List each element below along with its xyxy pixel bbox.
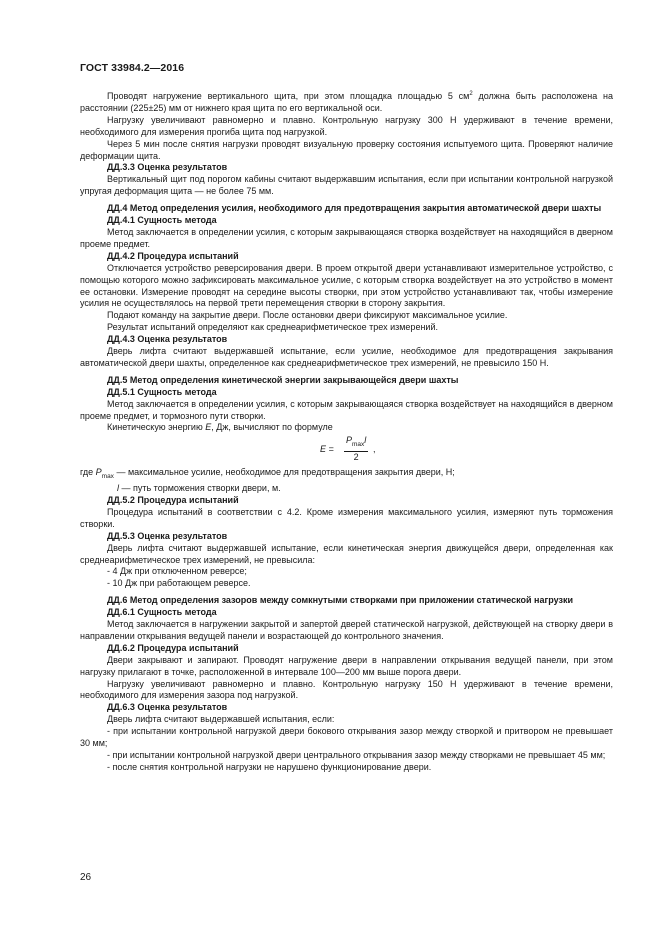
paragraph: Проводят нагружение вертикального щита, при этом площадка площадью 5 $см^2$ должна быть расположена на расстоянии (225±25) мм от нижнего края щита по его вертикальной оси. xyxy=(80,91,613,113)
where-line: где $P_{max}$ — максимальное усилие, необходимое для предотвращения закрытия двери, Н; xyxy=(80,467,455,481)
section-heading: ДД.6 Метод определения зазоров между сомкнутыми створками при приложении статической нагрузки xyxy=(107,595,574,606)
section-heading: ДД.4 Метод определения усилия, необходимого для предотвращения закрытия автоматической двери шахты xyxy=(107,203,602,214)
list-item: - при испытании контрольной нагрузкой двери центрального открывания зазор между створками не превышает 45 мм; xyxy=(107,750,606,761)
paragraph: Отключается устройство реверсирования двери. В проем открытой двери устанавливают измерительное устройство, с помощью которого можно зафиксировать максимальное усилие, с которым створка воздействует на это устройство в момент ее остановки. Измерение проводят на середине высоты створки, при этом устройство устанавливают так, чтобы измерение усилия не осуществлялось на первой трети перемещения створки в сторону закрытия. xyxy=(80,262,613,309)
subsection-heading: ДД.5.2 Процедура испытаний xyxy=(107,494,239,505)
formula-denominator: 2 xyxy=(353,452,359,463)
paragraph: Подают команду на закрытие двери. После остановки двери фиксируют максимальное усилие. xyxy=(107,310,508,321)
formula-fraction xyxy=(344,435,368,464)
superscript: 2 xyxy=(469,91,473,97)
paragraph: Результат испытаний определяют как среднеарифметическое трех измерений. xyxy=(107,322,438,333)
paragraph: Кинетическую энергию E, Дж, вычисляют по формуле xyxy=(107,422,333,433)
subsection-heading: ДД.4.3 Оценка результатов xyxy=(107,334,228,345)
paragraph: Нагрузку увеличивают равномерно и плавно. Контрольную нагрузку 300 Н удерживают в течение времени, необходимого для измерения прогиба щита под нагрузкой. xyxy=(80,114,613,137)
paragraph: Вертикальный щит под порогом кабины считают выдержавшим испытания, если при испытании контрольной нагрузкой упругая деформация щита — не более 75 мм. xyxy=(80,174,613,197)
formula-lhs: E = xyxy=(320,444,334,455)
paragraph: Дверь лифта считают выдержавшей испытание, если усилие, необходимое для предотвращения закрывания автоматической двери шахты, определенное как среднеарифметическое трех измерений, не превысило 150 Н. xyxy=(80,346,613,368)
list-item: - 10 Дж при работающем реверсе. xyxy=(107,578,251,589)
paragraph: Метод заключается в определении усилия, с которым закрывающаяся створка воздействует на находящийся в дверном проеме предмет. xyxy=(80,226,613,249)
subsection-heading: ДД.4.1 Сущность метода xyxy=(107,215,217,226)
formula xyxy=(80,435,613,465)
subsection-heading: ДД.6.2 Процедура испытаний xyxy=(107,642,239,653)
page-number: 26 xyxy=(80,872,92,883)
paragraph: Дверь лифта считают выдержавшей испытания, если: xyxy=(107,714,335,725)
paragraph: Метод заключается в определении усилия, с которым закрывающаяся створка воздействует на находящийся в дверном проеме предмет, и тормозного пути створки. xyxy=(80,398,613,421)
section-heading: ДД.5 Метод определения кинетической энергии закрывающейся двери шахты xyxy=(107,374,459,385)
formula-numerator: $P_{max}l$ xyxy=(344,435,368,452)
formula-comma: , xyxy=(373,444,376,455)
paragraph: Двери закрывают и запирают. Проводят нагружение двери в направлении открывания ведущей панели, при этом нагрузку прилагают в точке, расположенной в интервале 100—200 мм выше порога двери. xyxy=(80,654,613,677)
list-item: - при испытании контрольной нагрузкой двери бокового открывания зазор между створкой и притвором не превышает 30 мм; xyxy=(80,726,613,749)
paragraph: Процедура испытаний в соответствии с 4.2. Кроме измерения максимального усилия, измеряют путь торможения створки. xyxy=(80,506,613,529)
standard-header: ГОСТ 33984.2—2016 xyxy=(80,62,185,74)
where-line: l — путь торможения створки двери, м. xyxy=(117,483,281,494)
paragraph: Через 5 мин после снятия нагрузки проводят визуальную проверку состояния испытуемого щита. Проверяют наличие деформации щита. xyxy=(80,138,613,161)
variable: E xyxy=(205,422,212,433)
subsection-heading: ДД.3.3 Оценка результатов xyxy=(107,162,228,173)
subsection-heading: ДД.5.1 Сущность метода xyxy=(107,386,217,397)
page-body xyxy=(80,89,613,774)
paragraph: Нагрузку увеличивают равномерно и плавно. Контрольную нагрузку 150 Н удерживают в течение времени, необходимого для измерения зазора под нагрузкой. xyxy=(80,678,613,701)
subsection-heading: ДД.4.2 Процедура испытаний xyxy=(107,250,239,261)
list-item: - после снятия контрольной нагрузки не нарушено функционирование двери. xyxy=(107,761,432,772)
paragraph: Метод заключается в нагружении закрытой и запертой дверей статической нагрузкой, действующей на створку двери в направлении открывания ведущей панели и возрастающей до контрольного значения. xyxy=(80,619,613,641)
subsection-heading: ДД.6.3 Оценка результатов xyxy=(107,702,228,713)
paragraph: Дверь лифта считают выдержавшей испытание, если кинетическая энергия движущейся двери, определенная как среднеарифметическое трех измерений, не превысила: xyxy=(80,542,613,565)
subsection-heading: ДД.6.1 Сущность метода xyxy=(107,607,217,618)
list-item: - 4 Дж при отключенном реверсе; xyxy=(107,566,247,577)
subsection-heading: ДД.5.3 Оценка результатов xyxy=(107,530,228,541)
